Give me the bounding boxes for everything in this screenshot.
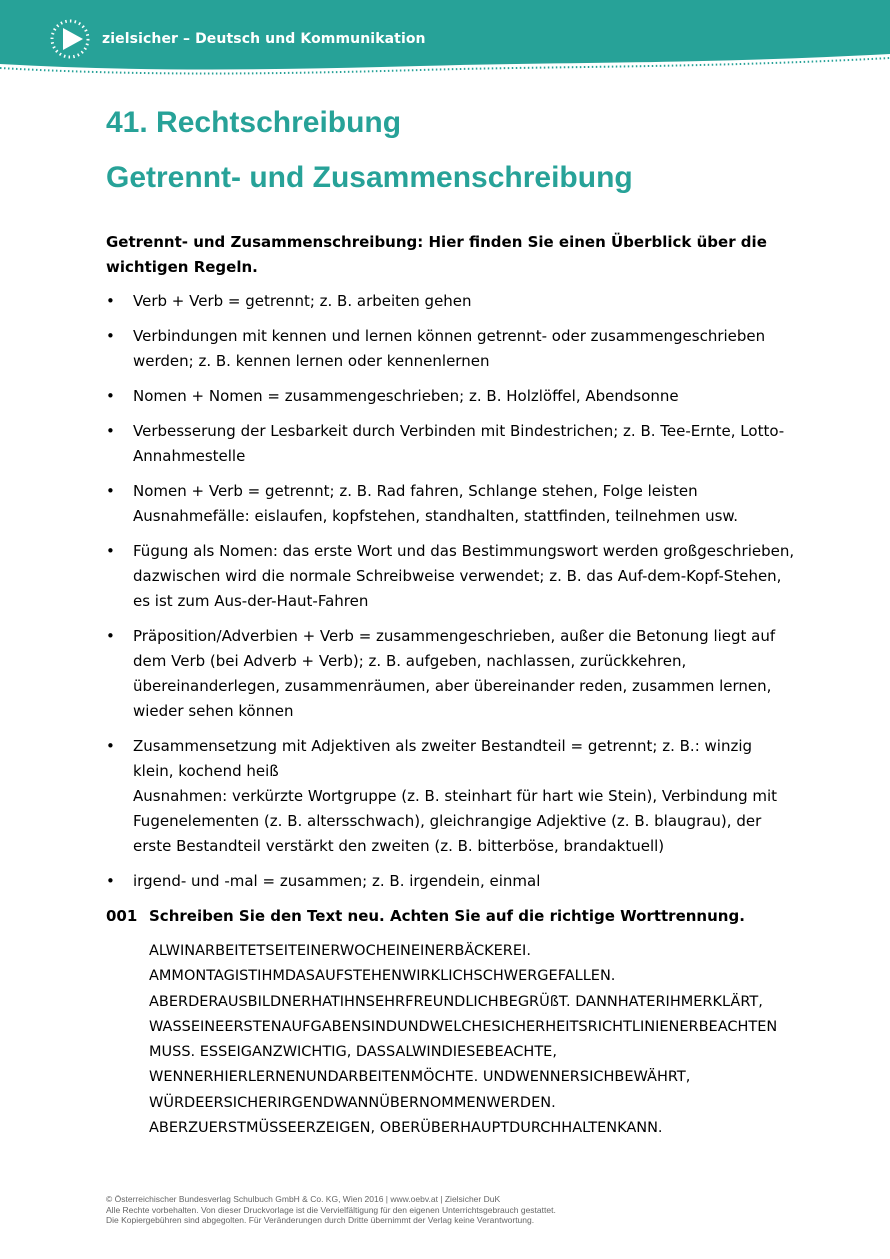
rule-item [106,539,796,614]
rule-item [106,419,796,469]
exercise-line: ALWINARBEITETSEITEINERWOCHEINEINERBÄCKEREI. [149,943,531,959]
bullet-icon: • [106,872,115,890]
rule-text: Nomen + Nomen = zusammengeschrieben; z. B. Holzlöffel, Abendsonne [133,387,679,405]
rule-text: Präposition/Adverbien + Verb = zusammengeschrieben, außer die Betonung liegt auf dem Verb (bei Adverb + Verb); z. B. aufgeben, nachlassen, zurückkehren, übereinanderlegen, zusammenräumen, aber übereinander reden, zusammen lernen, wieder sehen können [133,627,776,720]
exercise-line: ABERZUERSTMÜSSEERZEIGEN, OBERÜBERHAUPTDURCHHALTENKANN. [149,1120,663,1137]
bullet-icon: • [106,482,115,500]
main-content [106,230,796,1141]
footer-line: Alle Rechte vorbehalten. Von dieser Druckvorlage ist die Vervielfältigung für den eigenen Unterrichtsgebrauch gestattet. [106,1204,556,1215]
footer-line: © Österreichischer Bundesverlag Schulbuch GmbH & Co. KG, Wien 2016 | www.oebv.at | Zielsicher DuK [106,1194,501,1204]
rule-text: Nomen + Verb = getrennt; z. B. Rad fahren, Schlange stehen, Folge leisten Ausnahmefälle: eislaufen, kopfstehen, standhalten, stattfinden, teilnehmen usw. [133,482,739,525]
rule-text: Verbindungen mit kennen und lernen können getrennt- oder zusammengeschrieben werden; z. B. kennen lernen oder kennenlernen [133,327,766,370]
bullet-icon: • [106,627,115,645]
bullet-icon: • [106,737,115,755]
rule-text: Verbesserung der Lesbarkeit durch Verbinden mit Bindestrichen; z. B. Tee-Ernte, Lotto-Annahmestelle [133,422,785,465]
footer-line: Die Kopiergebühren sind abgegolten. Für Veränderungen durch Dritte übernimmt der Verlag keine Verantwortung. [106,1215,535,1225]
rule-item [106,869,796,894]
exercise-text [106,939,796,1141]
intro-text: Getrennt- und Zusammenschreibung: Hier finden Sie einen Überblick über die wichtigen Regeln. [106,233,767,276]
task-number: 001 [106,907,138,925]
task-instruction: Schreiben Sie den Text neu. Achten Sie auf die richtige Worttrennung. [149,907,745,925]
rule-text: Zusammensetzung mit Adjektiven als zweiter Bestandteil = getrennt; z. B.: winzig klein, kochend heiß Ausnahmen: verkürzte Wortgruppe (z. B. steinhart für hart wie Stein), Verbindung mit Fugenelementen (z. B. altersschwach), gleichrangige Adjektive (z. B. blaugrau), der erste Bestandteil verstärkt den zweiten (z. B. bitterböse, brandaktuell) [133,737,778,855]
rule-item [106,624,796,724]
brand-name: zielsicher – Deutsch und Kommunikation [102,31,426,47]
rule-text: Fügung als Nomen: das erste Wort und das Bestimmungswort werden großgeschrieben, dazwischen wird die normale Schreibweise verwendet; z. B. das Auf-dem-Kopf-Stehen, es ist zum Aus-der-Haut-Fahren [133,542,795,610]
copyright-footer [106,1194,556,1226]
exercise-line: ABERDERAUSBILDNERHATIHNSEHRFREUNDLICHBEGRÜßT. DANNHATERIHMERKLÄRT, [149,993,763,1010]
rule-item [106,734,796,859]
task-heading [106,904,796,929]
rule-text: Verb + Verb = getrennt; z. B. arbeiten gehen [133,292,472,310]
bullet-icon: • [106,542,115,560]
exercise-line: AMMONTAGISTIHMDASAUFSTEHENWIRKLICHSCHWERGEFALLEN. [149,968,616,985]
exercise-line: WASSEINEERSTENAUFGABENSINDUNDWELCHESICHERHEITSRICHTLINIENERBEACHTEN [149,1018,778,1035]
rule-item [106,289,796,314]
exercise-line: WÜRDEERSICHERIRGENDWANNÜBERNOMMENWERDEN. [149,1094,556,1111]
page-subtitle: Getrennt- und Zusammenschreibung [106,161,633,194]
bullet-icon: • [106,292,115,310]
exercise-line: MUSS. ESSEIGANZWICHTIG, DASSALWINDIESEBEACHTE, [149,1044,557,1061]
rule-text: irgend- und -mal = zusammen; z. B. irgendein, einmal [133,872,541,890]
rule-item [106,384,796,409]
header-banner [0,0,890,80]
rules-list [106,289,796,894]
bullet-icon: • [106,387,115,405]
rule-item [106,479,796,529]
bullet-icon: • [106,327,115,345]
rule-item [106,324,796,374]
exercise-line: WENNERHIERLERNENUNDARBEITENMÖCHTE. UNDWENNERSICHBEWÄHRT, [149,1069,691,1086]
bullet-icon: • [106,422,115,440]
page-title: 41. Rechtschreibung [106,106,402,139]
